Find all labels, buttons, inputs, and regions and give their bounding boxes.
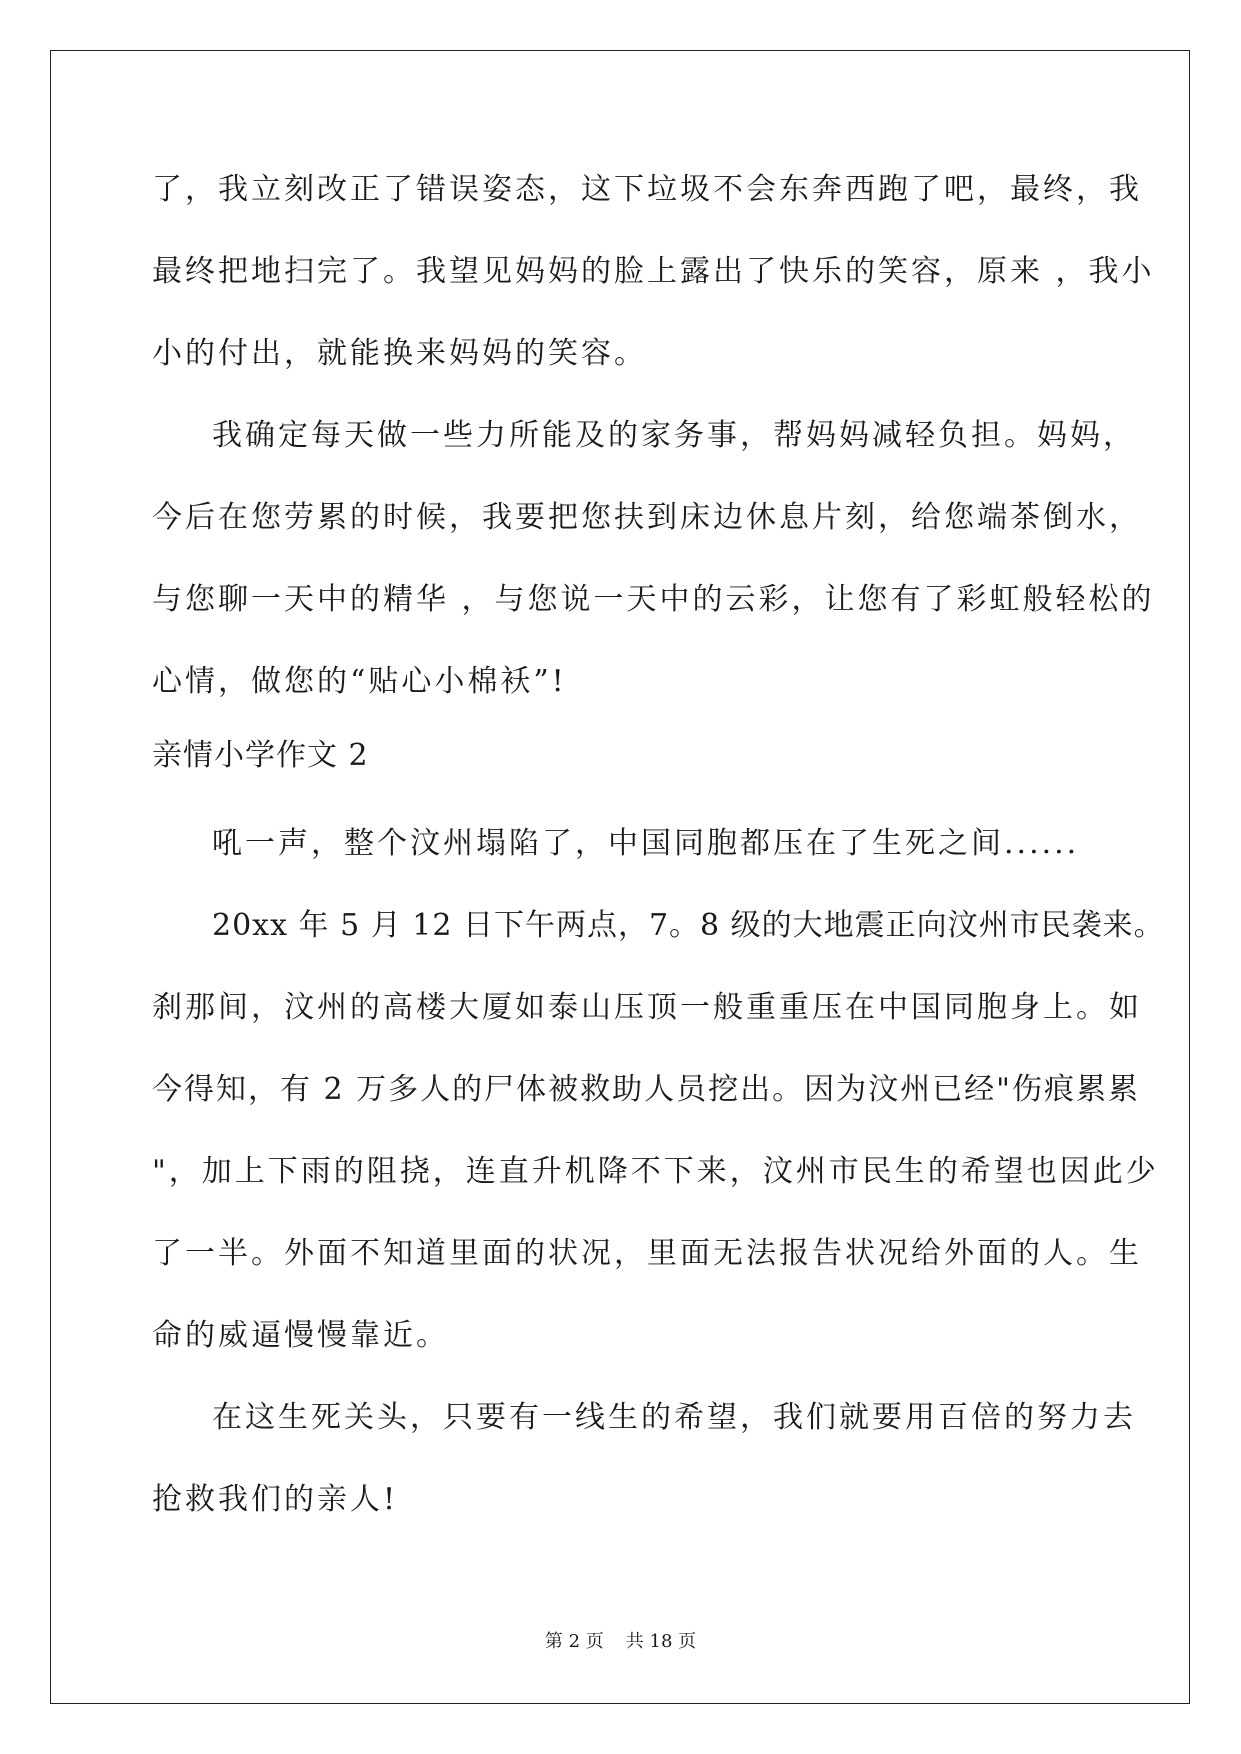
text-line: 命的威逼慢慢靠近。 xyxy=(152,1318,449,1353)
text-line: 20xx 年 5 月 12 日下午两点，7。8 级的大地震正向汶州市民袭来。 xyxy=(212,908,1165,943)
text-line: 与您聊一天中的精华 ，与您说一天中的云彩，让您有了彩虹般轻松的 xyxy=(152,582,1155,617)
page-number: 第 2 页 xyxy=(544,1631,604,1652)
text-line: 抢救我们的亲人! xyxy=(152,1482,399,1517)
text-line: "，加上下雨的阻挠，连直升机降不下来，汶州市民生的希望也因此少 xyxy=(152,1154,1159,1189)
page-border xyxy=(50,50,1190,1704)
text-line: 刹那间，汶州的高楼大厦如泰山压顶一般重重压在中国同胞身上。如 xyxy=(152,990,1142,1025)
text-line: 今后在您劳累的时候，我要把您扶到床边休息片刻，给您端茶倒水， xyxy=(152,500,1142,535)
text-line: 小的付出，就能换来妈妈的笑容。 xyxy=(152,336,647,371)
text-line: 心情，做您的“贴心小棉袄”! xyxy=(152,664,567,699)
section-heading: 亲情小学作文 2 xyxy=(152,738,369,773)
page-footer xyxy=(0,1630,1241,1654)
text-line: 吼一声，整个汶州塌陷了，中国同胞都压在了生死之间...... xyxy=(212,826,1080,861)
text-line: 今得知，有 2 万多人的尸体被救助人员挖出。因为汶州已经"伤痕累累 xyxy=(152,1072,1140,1107)
text-line: 最终把地扫完了。我望见妈妈的脸上露出了快乐的笑容，原来 ，我小 xyxy=(152,254,1155,289)
page-total: 共 18 页 xyxy=(625,1631,697,1652)
text-line: 我确定每天做一些力所能及的家务事，帮妈妈减轻负担。妈妈， xyxy=(212,418,1136,453)
text-line: 了，我立刻改正了错误姿态，这下垃圾不会东奔西跑了吧，最终，我 xyxy=(152,172,1142,207)
text-line: 了一半。外面不知道里面的状况，里面无法报告状况给外面的人。生 xyxy=(152,1236,1142,1271)
text-line: 在这生死关头，只要有一线生的希望，我们就要用百倍的努力去 xyxy=(212,1400,1136,1435)
